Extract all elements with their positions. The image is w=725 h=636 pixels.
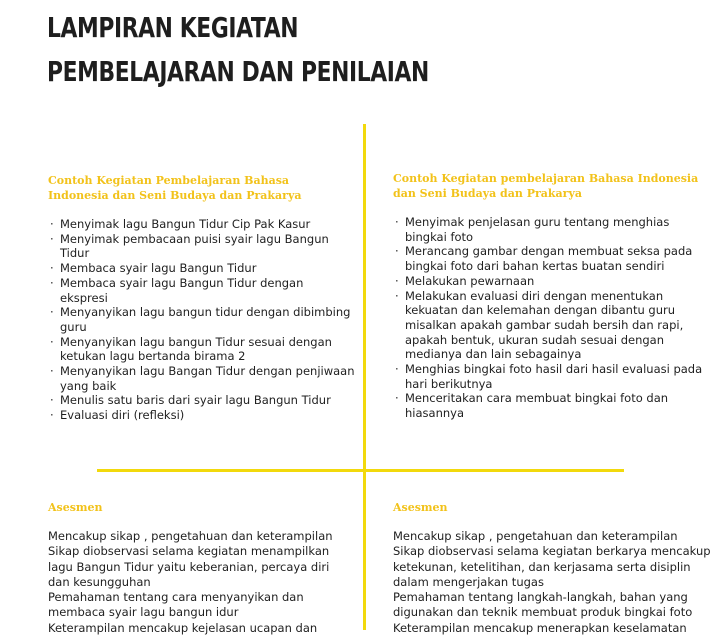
left-activities-panel (48, 173, 355, 423)
list-item-line: Tidur (60, 246, 90, 261)
right-activities-heading-line-2: dan Seni Budaya dan Prakarya (393, 187, 582, 200)
right-assessment-panel (393, 500, 711, 636)
list-item-line: · Evaluasi diri (refleksi) (60, 408, 185, 423)
list-item-line: yang baik (60, 378, 117, 393)
list-item-line: · Melakukan pewarnaan (405, 273, 535, 288)
assessment-line: ketekunan, ketelitihan, dan kerjasama serta disiplin (393, 559, 691, 574)
list-item (48, 408, 355, 423)
list-item-line: · Menyimak penjelasan guru tentang menghias (405, 215, 670, 229)
assessment-line: Mencakup sikap , pengetahuan dan keterampilan (393, 529, 678, 543)
assessment-line: digunakan dan teknik membuat produk bingkai foto (393, 605, 693, 620)
list-item-line: hari berikutnya (405, 376, 493, 391)
page-title-line-2: PEMBELAJARAN DAN PENILAIAN (47, 55, 429, 88)
list-item-line: · Menyanyikan lagu bangun tidur dengan dibimbing (60, 305, 351, 320)
list-item-line: ekspresi (60, 290, 108, 305)
right-activities-list (393, 215, 702, 421)
list-item (48, 261, 355, 276)
assessment-line: Keterampilan mencakup menerapkan keselamatan (393, 620, 687, 635)
left-activities-heading-line-1: Contoh Kegiatan Pembelajaran Bahasa (48, 174, 290, 187)
list-item (48, 217, 355, 232)
list-item-line: misalkan apakah gambar sudah bersih dan rapi, (405, 317, 684, 332)
list-item-line: · Merancang gambar dengan membuat seksa pada (405, 244, 693, 259)
right-assessment-text (393, 529, 711, 636)
assessment-line: Sikap diobservasi selama kegiatan berkarya mencakup (393, 544, 711, 559)
right-activities-heading (393, 171, 702, 201)
list-item-line: medianya dan lain sebagainya (405, 347, 582, 362)
list-item-line: · Membaca syair lagu Bangun Tidur (60, 261, 257, 276)
list-item-line: · Menyimak pembacaan puisi syair lagu Bangun (60, 231, 329, 246)
list-item (393, 289, 702, 363)
list-item (48, 335, 355, 364)
list-item (393, 362, 702, 391)
list-item (48, 232, 355, 261)
list-item-line: · Membaca syair lagu Bangun Tidur dengan (60, 275, 304, 290)
list-item (393, 244, 702, 273)
list-item-line: · Menyanyikan lagu Bangan Tidur dengan penjiwaan (60, 364, 355, 379)
list-item-line: · Menghias bingkai foto hasil dari hasil evaluasi pada (405, 362, 703, 377)
list-item (48, 364, 355, 393)
list-item-line: · Melakukan evaluasi diri dengan menentukan (405, 288, 664, 303)
left-activities-heading-line-2: Indonesia dan Seni Budaya dan Prakarya (48, 189, 302, 202)
left-assessment-panel (48, 500, 333, 636)
assessment-line: Pemahaman tentang langkah-langkah, bahan yang (393, 590, 688, 605)
list-item-line: · Menyimak lagu Bangun Tidur Cip Pak Kasur (60, 217, 311, 231)
right-assessment-heading: Asesmen (393, 501, 448, 514)
list-item-line: bingkai foto dari bahan kertas buatan sendiri (405, 259, 665, 274)
vertical-divider (363, 124, 366, 630)
list-item (48, 276, 355, 305)
left-activities-heading (48, 173, 355, 203)
list-item (393, 215, 702, 244)
list-item (393, 391, 702, 420)
assessment-line: dan kesungguhan (48, 574, 151, 589)
assessment-line: dalam mengerjakan tugas (393, 574, 544, 589)
list-item (393, 274, 702, 289)
list-item (48, 305, 355, 334)
list-item-line: · Menyanyikan lagu bangun Tidur sesuai dengan (60, 334, 332, 349)
list-item-line: apakah bentuk, ukuran sudah sesuai dengan (405, 332, 664, 347)
left-assessment-text (48, 529, 333, 636)
list-item-line: guru (60, 319, 87, 334)
assessment-line: Pemahaman tentang cara menyanyikan dan (48, 590, 304, 605)
list-item-line: · Menceritakan cara membuat bingkai foto dan (405, 391, 669, 406)
assessment-line: Keterampilan mencakup kejelasan ucapan dan (48, 620, 318, 635)
assessment-line: lagu Bangun Tidur yaitu keberanian, percaya diri (48, 559, 330, 574)
assessment-line: Mencakup sikap , pengetahuan dan keterampilan (48, 529, 333, 543)
list-item (48, 393, 355, 408)
assessment-line: membaca syair lagu bangun idur (48, 605, 239, 620)
right-activities-panel (393, 171, 702, 421)
list-item-line: · Menulis satu baris dari syair lagu Bangun Tidur (60, 393, 331, 408)
list-item-line: ketukan lagu bertanda birama 2 (60, 349, 246, 364)
list-item-line: hiasannya (405, 406, 464, 421)
list-item-line: bingkai foto (405, 229, 474, 244)
page-title (47, 6, 429, 94)
assessment-line: Sikap diobservasi selama kegiatan menampilkan (48, 544, 330, 559)
list-item-line: kekuatan dan kelemahan dengan dibantu guru (405, 303, 676, 318)
left-activities-list (48, 217, 355, 423)
left-assessment-heading: Asesmen (48, 501, 103, 514)
page-title-line-1: LAMPIRAN KEGIATAN (47, 11, 299, 44)
right-activities-heading-line-1: Contoh Kegiatan pembelajaran Bahasa Indonesia (393, 172, 699, 185)
horizontal-divider (97, 469, 624, 472)
